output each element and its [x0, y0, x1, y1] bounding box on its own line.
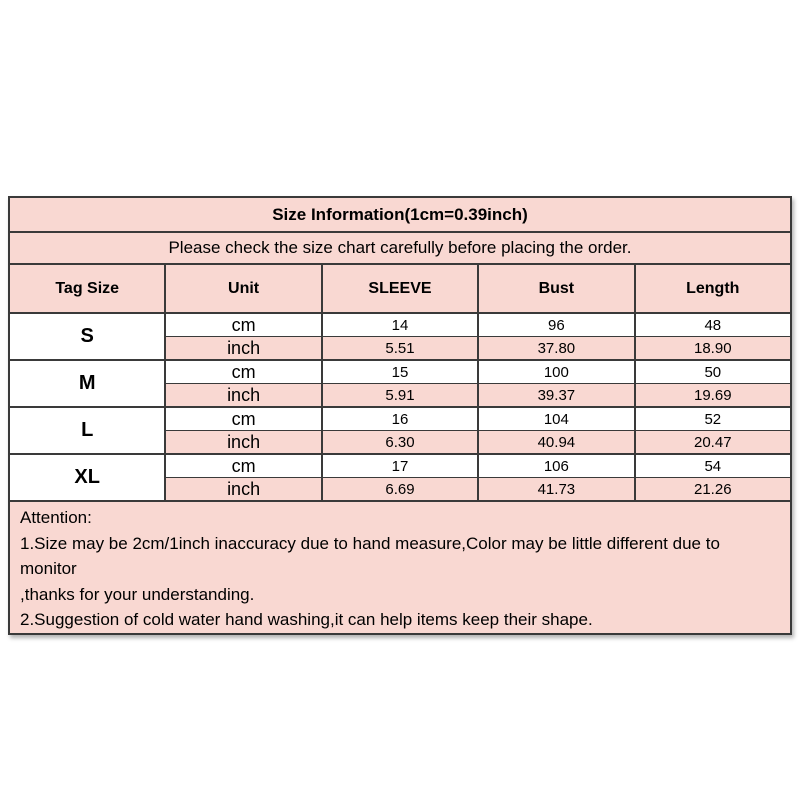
table-title: Size Information(1cm=0.39inch)	[9, 197, 791, 232]
attention-row	[9, 501, 791, 634]
unit-inch-cell: inch	[165, 478, 321, 502]
size-cell-l: L	[9, 407, 165, 454]
unit-inch-cell: inch	[165, 337, 321, 361]
unit-cm-cell: cm	[165, 407, 321, 431]
size-row-m-cm	[9, 360, 791, 384]
unit-cm-cell: cm	[165, 313, 321, 337]
bust-value-cell: 41.73	[478, 478, 634, 502]
size-cell-xl: XL	[9, 454, 165, 501]
size-row-xl-cm	[9, 454, 791, 478]
length-value-cell: 48	[635, 313, 791, 337]
col-header-length: Length	[635, 264, 791, 313]
bust-value-cell: 40.94	[478, 431, 634, 455]
length-value-cell: 18.90	[635, 337, 791, 361]
bust-value-cell: 39.37	[478, 384, 634, 408]
length-value-cell: 52	[635, 407, 791, 431]
col-header-unit: Unit	[165, 264, 321, 313]
subtitle-row	[9, 232, 791, 264]
sleeve-value-cell: 15	[322, 360, 478, 384]
attention-line: 1.Size may be 2cm/1inch inaccuracy due to hand measure,Color may be little different due to monitor	[20, 533, 720, 578]
sleeve-value-cell: 17	[322, 454, 478, 478]
sleeve-value-cell: 6.30	[322, 431, 478, 455]
bust-value-cell: 100	[478, 360, 634, 384]
sleeve-value-cell: 16	[322, 407, 478, 431]
bust-value-cell: 106	[478, 454, 634, 478]
title-row	[9, 197, 791, 232]
length-value-cell: 21.26	[635, 478, 791, 502]
size-row-s-cm	[9, 313, 791, 337]
col-header-tag-size: Tag Size	[9, 264, 165, 313]
sleeve-value-cell: 6.69	[322, 478, 478, 502]
length-value-cell: 19.69	[635, 384, 791, 408]
attention-note	[9, 501, 791, 634]
bust-value-cell: 104	[478, 407, 634, 431]
length-value-cell: 20.47	[635, 431, 791, 455]
bust-value-cell: 37.80	[478, 337, 634, 361]
bust-value-cell: 96	[478, 313, 634, 337]
attention-line: 2.Suggestion of cold water hand washing,it can help items keep their shape.	[20, 610, 593, 629]
length-value-cell: 54	[635, 454, 791, 478]
unit-cm-cell: cm	[165, 360, 321, 384]
attention-line: ,thanks for your understanding.	[20, 584, 255, 604]
sleeve-value-cell: 14	[322, 313, 478, 337]
unit-inch-cell: inch	[165, 384, 321, 408]
size-row-l-cm	[9, 407, 791, 431]
table-subtitle: Please check the size chart carefully before placing the order.	[9, 232, 791, 264]
size-cell-s: S	[9, 313, 165, 360]
size-cell-m: M	[9, 360, 165, 407]
col-header-bust: Bust	[478, 264, 634, 313]
unit-inch-cell: inch	[165, 431, 321, 455]
sleeve-value-cell: 5.91	[322, 384, 478, 408]
size-chart-table	[8, 196, 792, 635]
attention-heading: Attention:	[20, 508, 92, 527]
length-value-cell: 50	[635, 360, 791, 384]
header-row	[9, 264, 791, 313]
col-header-sleeve: SLEEVE	[322, 264, 478, 313]
unit-cm-cell: cm	[165, 454, 321, 478]
sleeve-value-cell: 5.51	[322, 337, 478, 361]
